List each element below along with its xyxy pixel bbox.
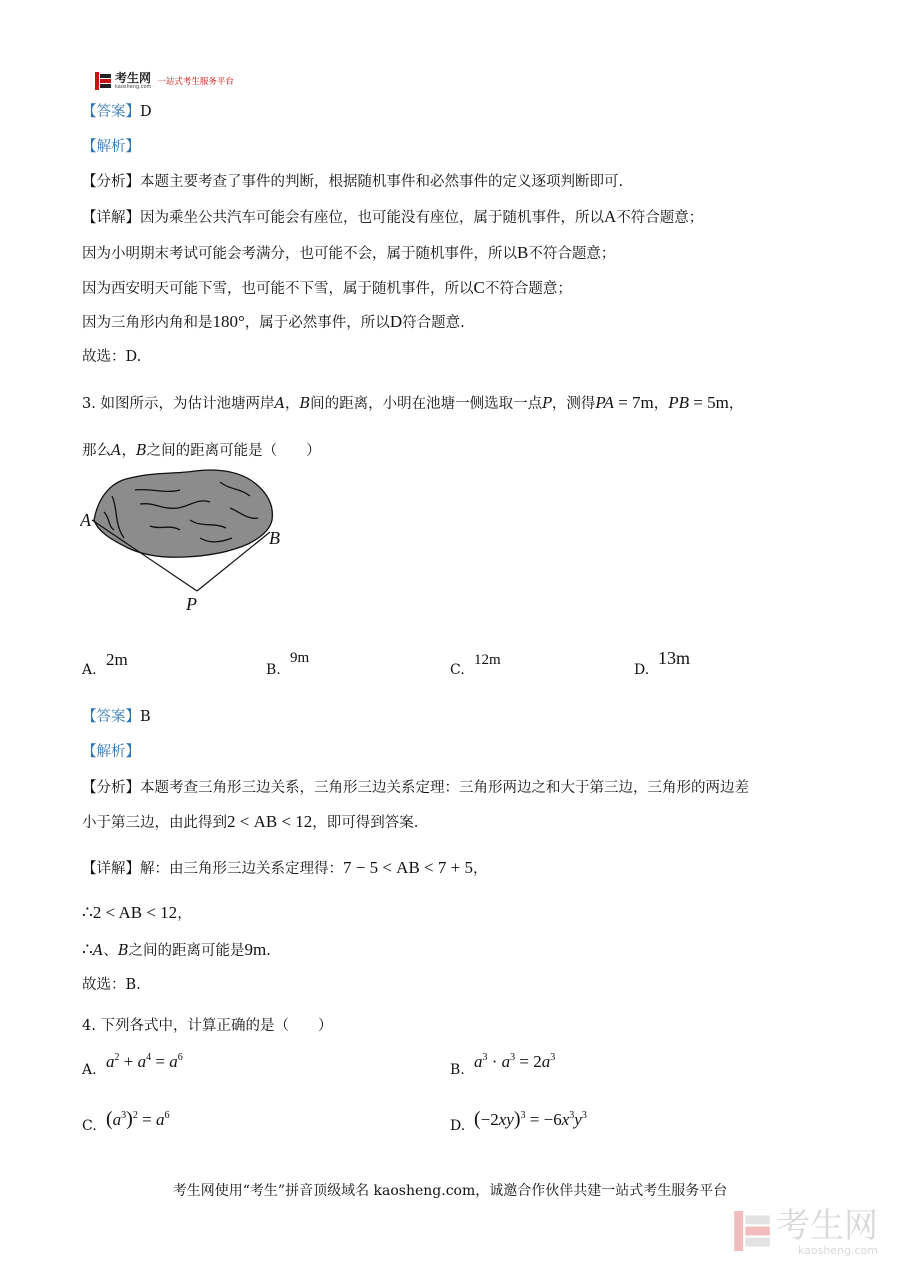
label-p: P: [186, 594, 197, 614]
option-label: C.: [450, 662, 465, 678]
inequality: 7 − 5 < AB < 7 + 5: [343, 858, 473, 877]
option-value: 12m: [474, 652, 501, 668]
q2-fenxi: [82, 172, 623, 192]
detail-tag: 【详解】: [82, 210, 140, 226]
q2-choose: 故选：D.: [82, 349, 142, 365]
pond-figure: [80, 468, 295, 618]
point-a: A: [92, 943, 104, 959]
watermark-text: [776, 1208, 878, 1257]
detail-text: 、: [103, 943, 118, 959]
detail-text: 因为三角形内角和是: [82, 315, 213, 331]
detail-text: 因为小明期末考试可能会考满分，也可能不会，属于随机事件，所以: [82, 246, 517, 262]
q2-answer: [82, 102, 152, 122]
answer-tag: 【答案】: [82, 104, 140, 120]
q2-detail-line-1: [82, 207, 703, 228]
point-b: B: [299, 396, 311, 412]
label-b: B: [269, 528, 280, 548]
point-a: A: [111, 443, 122, 459]
option-ref: C: [473, 278, 485, 297]
fenxi-text: 本题考查三角形三边关系，三角形三边关系定理：三角形两边之和大于第三边，三角形的两边差: [140, 780, 749, 796]
pa-label: PA: [595, 393, 614, 412]
detail-text: 之间的距离可能是: [128, 943, 245, 959]
logo-text: [115, 72, 151, 90]
q3-therefore-2: [82, 940, 271, 961]
point-p: P: [542, 396, 552, 412]
q3-therefore-1: [82, 903, 192, 924]
pb-label: PB: [668, 393, 690, 412]
stem-text: 间的距离，小明在池塘一侧选取一点: [310, 396, 543, 412]
option-value: 13m: [658, 648, 691, 668]
option-value: 2m: [106, 650, 128, 669]
inequality: 2 < AB < 12: [227, 812, 313, 831]
q3-detail: [82, 858, 487, 879]
fenxi-tag: 【分析】: [82, 780, 140, 796]
stem-text: 如图所示，为估计池塘两岸: [100, 396, 275, 412]
q3-stem-line-1: [82, 393, 743, 414]
watermark: [734, 1208, 878, 1257]
q3-fenxi-line-2: [82, 812, 418, 833]
option-label: A.: [82, 662, 97, 678]
logo-domain: kaosheng.com: [115, 84, 152, 90]
answer-value: D: [140, 104, 152, 120]
question-number: 3.: [82, 396, 96, 412]
watermark-name: 考生网: [776, 1206, 878, 1246]
logo-slogan: 一站式考生服务平台: [157, 77, 234, 87]
q2-analysis-tag: 【解析】: [82, 139, 140, 155]
detail-text: 不符合题意；: [484, 281, 572, 297]
inequality: 2 < AB < 12: [92, 903, 178, 922]
stem-text: 那么: [82, 443, 111, 459]
detail-text: .: [266, 943, 271, 959]
detail-text: ，: [177, 906, 192, 922]
detail-text: 符合题意.: [402, 315, 465, 331]
answer-value: B: [140, 709, 151, 725]
detail-text: ，属于必然事件，所以: [244, 315, 390, 331]
pond-shape: [94, 470, 272, 557]
fenxi-text: 本题主要考查了事件的判断，根据随机事件和必然事件的定义逐项判断即可.: [140, 174, 624, 190]
detail-text: 不符合题意；: [528, 246, 616, 262]
stem-text: 之间的距离可能是（ ）: [146, 443, 321, 459]
option-label: D.: [634, 662, 650, 678]
q2-detail-line-2: [82, 243, 615, 264]
therefore-symbol: ∴: [82, 940, 93, 959]
q3-answer: [82, 707, 151, 727]
fenxi-text: ，即可得到答案.: [312, 815, 419, 831]
label-a: A: [80, 510, 91, 530]
angle-value: 180°: [212, 312, 245, 331]
option-value: 9m: [290, 650, 310, 666]
therefore-symbol: ∴: [82, 903, 93, 922]
detail-text: 因为乘坐公共汽车可能会有座位，也可能没有座位，属于随机事件，所以: [140, 210, 604, 226]
fenxi-text: 小于第三边，由此得到: [82, 815, 227, 831]
option-formula: $a^2 + a^4 = a^6$: [106, 1052, 183, 1071]
answer-tag: 【答案】: [82, 709, 140, 725]
logo-name: 考生网: [115, 71, 152, 85]
q3-stem-line-2: [82, 441, 321, 461]
detail-text: 因为西安明天可能下雪，也可能不下雪，属于随机事件，所以: [82, 281, 474, 297]
stem-text: ，: [121, 443, 136, 459]
question-number: 4.: [82, 1018, 96, 1034]
fenxi-tag: 【分析】: [82, 174, 140, 190]
stem-text: ，: [728, 396, 744, 412]
point-a: A: [274, 396, 285, 412]
option-label: D.: [450, 1118, 466, 1134]
point-b: B: [135, 443, 147, 459]
option-formula: $a^3 \cdot a^3 = 2a^3$: [474, 1052, 556, 1071]
option-formula: $(a^3)^2 = a^6$: [106, 1108, 170, 1130]
point-b: B: [117, 943, 129, 959]
q2-detail-line-4: [82, 312, 465, 333]
distance-value: 9m: [244, 940, 267, 959]
stem-text: ，: [653, 396, 669, 412]
option-ref: A: [604, 207, 617, 226]
option-label: A.: [82, 1062, 97, 1078]
watermark-logo-icon: [734, 1211, 770, 1255]
detail-tag: 【详解】: [82, 861, 140, 877]
option-formula: $(-2xy)^3 = -6x^3y^3$: [474, 1108, 587, 1130]
stem-text: 下列各式中，计算正确的是（ ）: [100, 1018, 333, 1034]
q3-choose: 故选：B.: [82, 977, 141, 993]
pa-value: = 7m: [613, 393, 654, 412]
header-logo: [95, 72, 234, 90]
pb-value: = 5m: [689, 393, 729, 412]
q2-detail-line-3: [82, 278, 572, 299]
logo-icon: [95, 72, 111, 90]
option-label: B.: [450, 1062, 465, 1078]
option-ref: D: [389, 312, 403, 331]
option-label: C.: [82, 1118, 97, 1134]
detail-text: ，: [472, 861, 488, 877]
stem-text: ，测得: [551, 396, 596, 412]
detail-text: 不符合题意；: [616, 210, 704, 226]
q3-analysis-tag: 【解析】: [82, 744, 140, 760]
option-label: B.: [266, 662, 281, 678]
q3-fenxi-line-1: [82, 778, 749, 798]
option-ref: B: [517, 243, 529, 262]
watermark-domain: kaosheng.com: [797, 1244, 878, 1257]
stem-text: ，: [284, 396, 300, 412]
page-footer: 考生网使用“考生”拼音顶级域名 kaosheng.com，诚邀合作伙伴共建一站式考生服务平台: [172, 1183, 728, 1199]
detail-text: 解：由三角形三边关系定理得：: [140, 861, 343, 877]
q4-stem: [82, 1016, 332, 1036]
